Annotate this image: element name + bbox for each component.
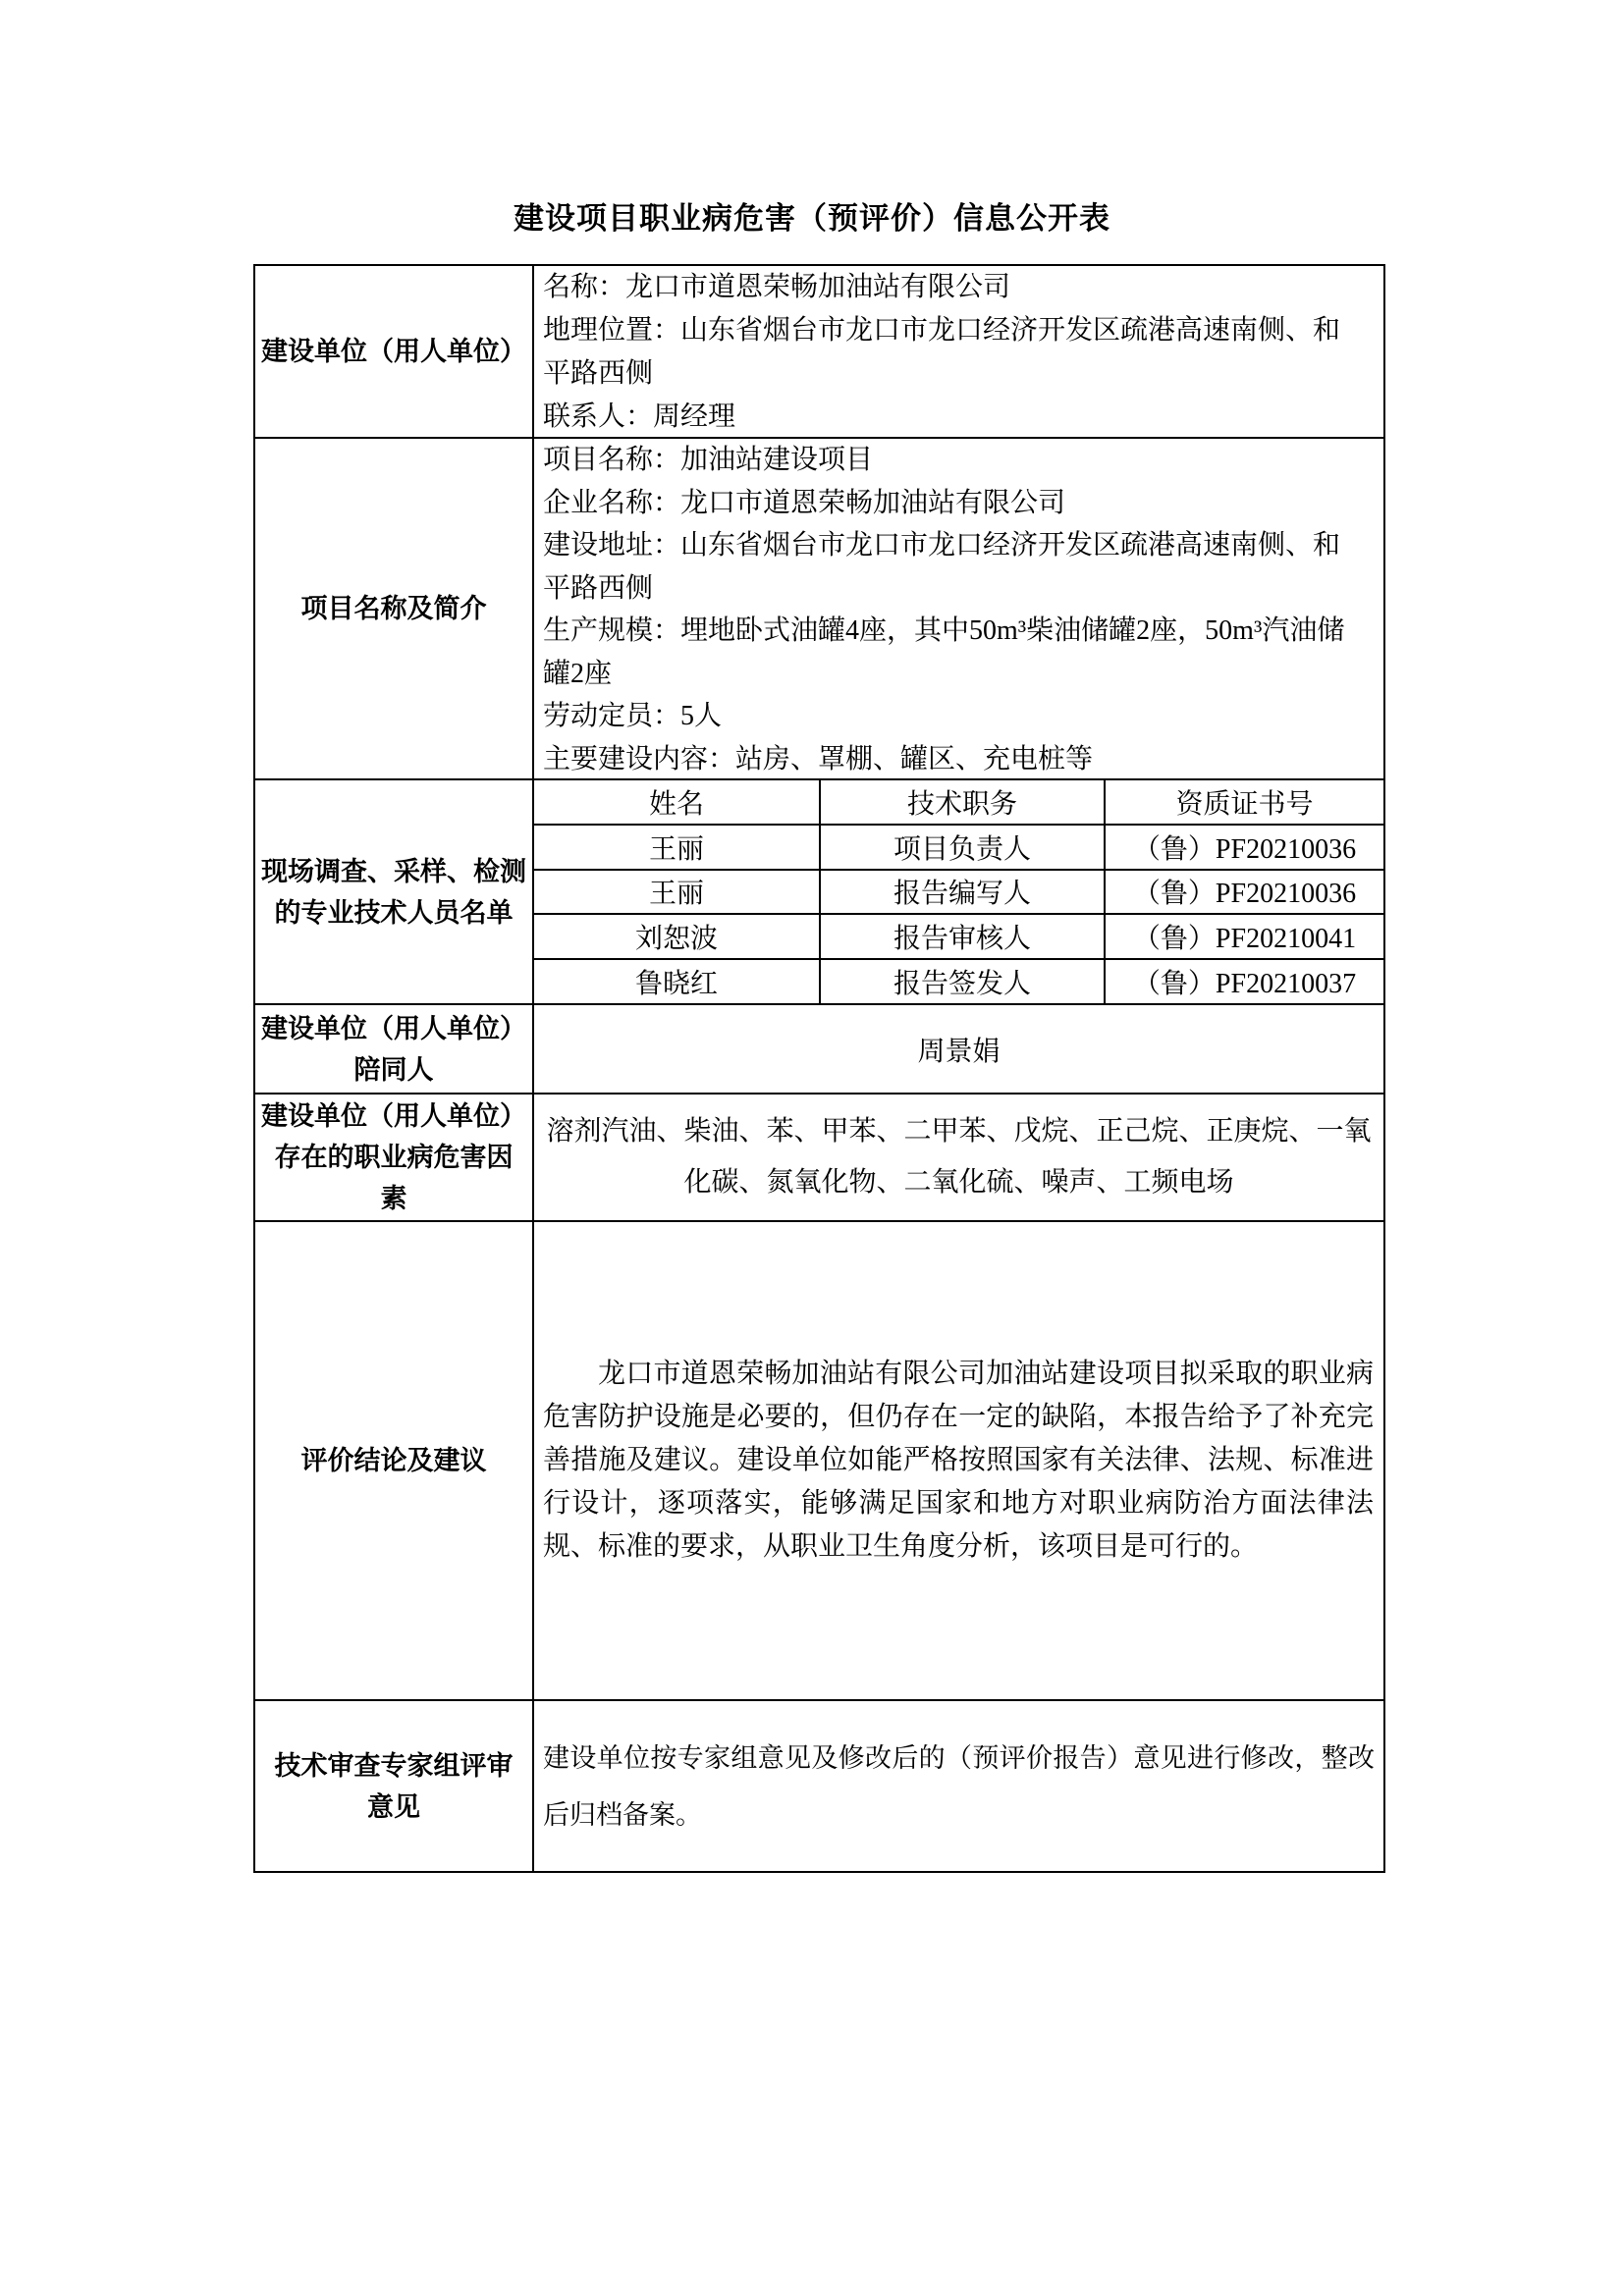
- expert-review-row: [255, 1701, 1383, 1871]
- main-construction-content-line: 主要建设内容：站房、罩棚、罐区、充电桩等: [543, 743, 1094, 774]
- conclusion-label: [255, 1222, 534, 1699]
- personnel-name-cell: 王丽: [534, 871, 821, 914]
- production-scale-line: 生产规模：埋地卧式油罐4座，其中50m³柴油储罐2座，50m³汽油储罐2座: [543, 615, 1345, 689]
- personnel-col-header-title: 技术职务: [821, 780, 1106, 824]
- label-line: 的专业技术人员名单: [274, 897, 514, 928]
- label-line: 存在的职业病危害因: [274, 1143, 514, 1172]
- personnel-col-header-certificate: 资质证书号: [1175, 788, 1314, 820]
- personnel-title-cell: 项目负责人: [821, 826, 1106, 869]
- expert-review-text: 建设单位按专家组意见及修改后的（预评价报告）意见进行修改，整改后归档备案。: [543, 1742, 1375, 1830]
- personnel-certificate-cell: （鲁）PF20210041: [1132, 924, 1357, 955]
- enterprise-name-line: 企业名称：龙口市道恩荣畅加油站有限公司: [543, 487, 1066, 518]
- personnel-name-cell: 刘恕波: [534, 915, 821, 958]
- document-title: 建设项目职业病危害（预评价）信息公开表: [514, 201, 1110, 236]
- project-intro-label: [255, 439, 534, 778]
- project-intro-row: [255, 439, 1383, 780]
- personnel-title-cell: 报告审核人: [821, 915, 1106, 958]
- info-table: [253, 264, 1385, 1873]
- personnel-data-row: [534, 915, 1383, 960]
- staff-quota-line: 劳动定员：5人: [543, 701, 723, 731]
- personnel-header-row: [534, 780, 1383, 826]
- personnel-data-row: [534, 960, 1383, 1003]
- hazard-factors-text: 溶剂汽油、柴油、苯、甲苯、二甲苯、戊烷、正己烷、正庚烷、一氧化碳、氮氧化物、二氧化硫、噪声、工频电场: [546, 1116, 1372, 1198]
- personnel-col-header-name: 姓名: [534, 780, 821, 824]
- unit-contact-line: 联系人：周经理: [543, 401, 736, 432]
- personnel-certificate-cell: （鲁）PF20210036: [1132, 879, 1357, 910]
- project-name-line: 项目名称：加油站建设项目: [543, 445, 874, 475]
- personnel-label: [255, 780, 534, 1003]
- construction-address-line: 建设地址：山东省烟台市龙口市龙口经济开发区疏港高速南侧、和平路西侧: [543, 530, 1341, 604]
- label-line: 项目名称及简介: [300, 594, 487, 623]
- personnel-row: [255, 780, 1383, 1005]
- label-line: 建设单位（用人单位）: [261, 1013, 526, 1043]
- unit-location-line: 地理位置：山东省烟台市龙口市龙口经济开发区疏港高速南侧、和平路西侧: [543, 315, 1341, 389]
- construction-unit-label: [255, 266, 534, 437]
- conclusion-content: [534, 1222, 1383, 1699]
- personnel-content: [534, 780, 1383, 1003]
- hazard-factors-label: [255, 1095, 534, 1220]
- label-line: 陪同人: [353, 1054, 434, 1085]
- personnel-title-cell: 报告编写人: [821, 871, 1106, 914]
- personnel-certificate-cell: （鲁）PF20210036: [1132, 833, 1357, 865]
- label-line: 评价结论及建议: [300, 1446, 487, 1475]
- personnel-data-row: [534, 826, 1383, 871]
- expert-review-content: [534, 1701, 1383, 1871]
- label-line: 技术审查专家组评审: [274, 1750, 514, 1781]
- label-line: 意见: [367, 1791, 420, 1822]
- escort-label: [255, 1005, 534, 1093]
- conclusion-row: [255, 1222, 1383, 1701]
- label-line: 现场调查、采样、检测: [261, 856, 526, 886]
- conclusion-text: 龙口市道恩荣畅加油站有限公司加油站建设项目拟采取的职业病危害防护设施是必要的，但仍存在一定的缺陷，本报告给予了补充完善措施及建议。建设单位如能严格按照国家有关法律、法规、标准进行设计，逐项落实，能够满足国家和地方对职业病防治方面法律法规、标准的要求，从职业卫生角度分析，该项目是可行的。: [543, 1359, 1374, 1562]
- construction-unit-row: [255, 266, 1383, 439]
- personnel-table: [534, 780, 1383, 1003]
- label-line: 素: [380, 1184, 407, 1213]
- expert-review-label: [255, 1701, 534, 1871]
- personnel-name-cell: 王丽: [534, 826, 821, 869]
- hazard-factors-row: [255, 1095, 1383, 1222]
- escort-row: [255, 1005, 1383, 1095]
- personnel-data-row: [534, 871, 1383, 916]
- label-line: 建设单位（用人单位）: [261, 337, 526, 366]
- construction-unit-content: [534, 266, 1383, 437]
- escort-name: 周景娟: [917, 1036, 1001, 1067]
- label-line: 建设单位（用人单位）: [261, 1101, 526, 1131]
- project-intro-content: [534, 439, 1383, 778]
- personnel-name-cell: 鲁晓红: [534, 960, 821, 1003]
- personnel-certificate-cell: （鲁）PF20210037: [1132, 969, 1357, 1000]
- unit-name-line: 名称：龙口市道恩荣畅加油站有限公司: [543, 272, 1011, 302]
- personnel-title-cell: 报告签发人: [821, 960, 1106, 1003]
